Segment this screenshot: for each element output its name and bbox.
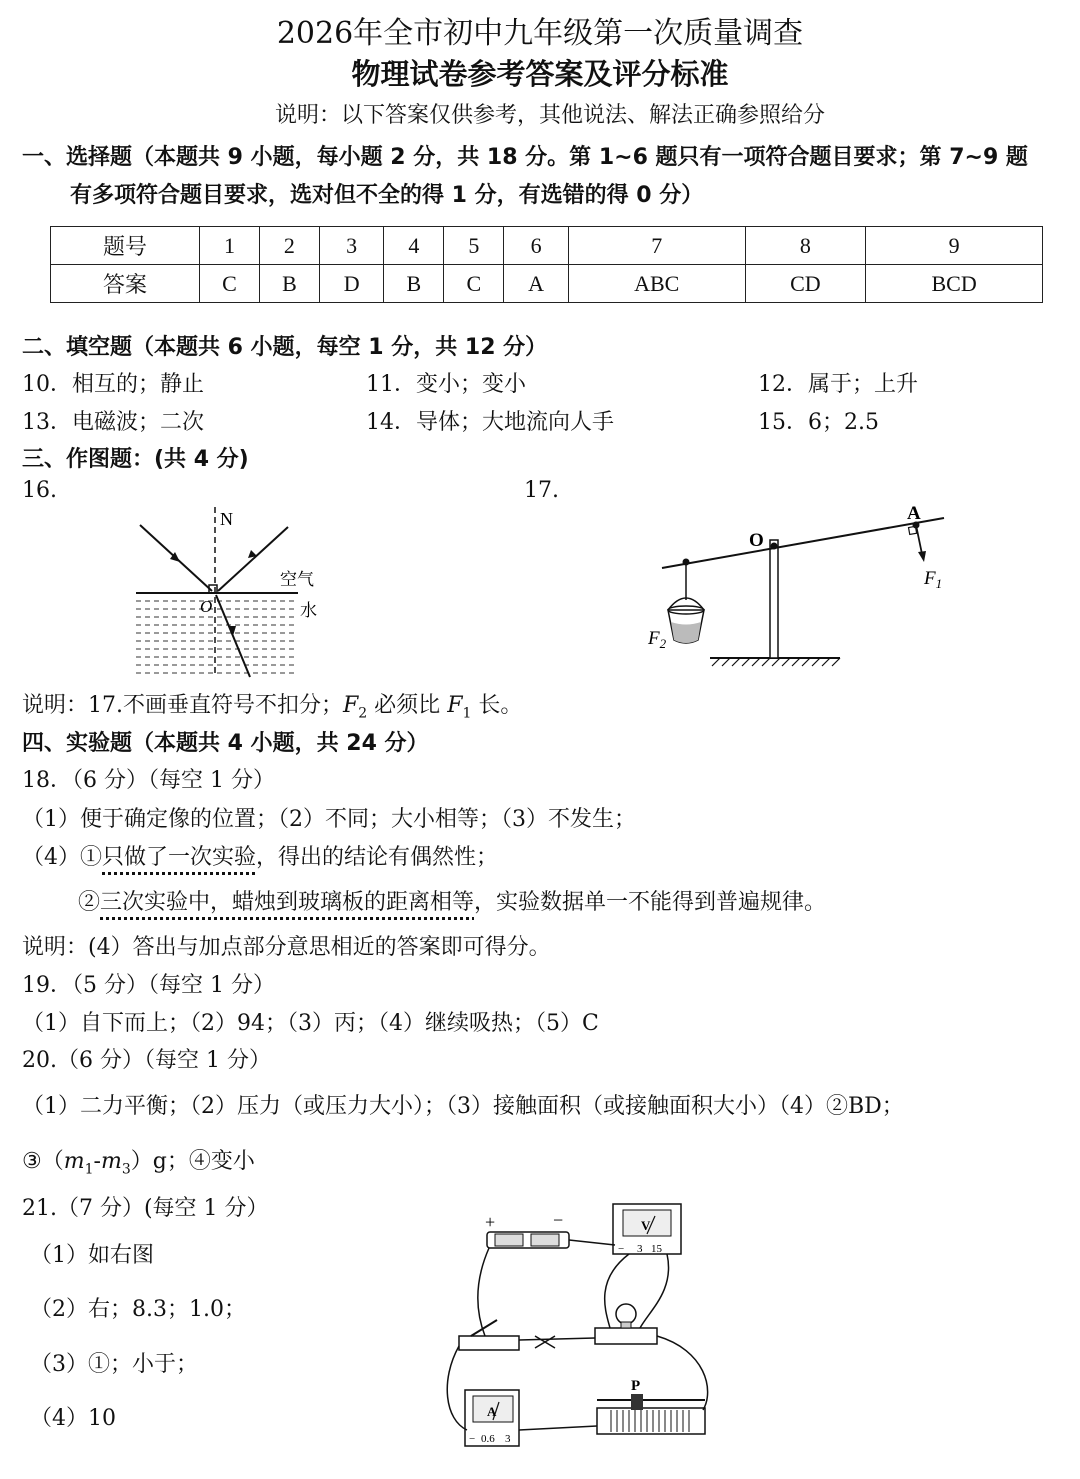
lamp-bulb bbox=[616, 1304, 636, 1324]
battery-minus-label: − bbox=[553, 1210, 564, 1230]
section3-heading: 三、作图题：(共 4 分) bbox=[22, 447, 249, 472]
question-number: 8 bbox=[745, 227, 866, 265]
air-label: 空气 bbox=[280, 570, 314, 590]
q20-line1: （1）二力平衡；（2）压力（或压力大小）；（3）接触面积（或接触面积大小）（4）②BD； bbox=[22, 1094, 904, 1119]
battery-cell bbox=[531, 1234, 559, 1246]
battery-plus-label: + bbox=[485, 1212, 496, 1232]
circuit-diagram bbox=[435, 1190, 725, 1470]
rheostat-slider bbox=[631, 1394, 643, 1410]
q18-line1: （1）便于确定像的位置；（2）不同；大小相等；（3）不发生； bbox=[22, 807, 636, 832]
end-label: A bbox=[907, 503, 921, 524]
lamp-socket bbox=[621, 1322, 631, 1328]
question-number: 4 bbox=[384, 227, 444, 265]
water-label: 水 bbox=[300, 601, 317, 621]
reflected-ray bbox=[218, 527, 288, 591]
f1-label: $F_1$ bbox=[924, 568, 943, 591]
q19-line1: （1）自下而上；（2）94；（3）丙；（4）继续吸热；（5）C bbox=[22, 1011, 599, 1036]
lamp-base bbox=[595, 1328, 657, 1344]
voltmeter-tick: 15 bbox=[651, 1243, 662, 1255]
q21-heading: 21.（7 分）(每空 1 分） bbox=[22, 1196, 269, 1221]
answer-q10: 10．相互的；静止 bbox=[22, 372, 204, 397]
refraction-diagram bbox=[130, 505, 330, 680]
question-number: 6 bbox=[504, 227, 569, 265]
section1-heading-line2: 有多项符合题目要求，选对但不全的得 1 分，有选错的得 0 分） bbox=[70, 183, 704, 208]
answer-q14: 14．导体；大地流向人手 bbox=[366, 410, 614, 435]
q21-line3: （3）①；小于； bbox=[30, 1352, 198, 1377]
question-number: 2 bbox=[259, 227, 319, 265]
answer-cell: D bbox=[319, 265, 384, 303]
answer-cell: CD bbox=[745, 265, 866, 303]
bucket-water bbox=[671, 622, 701, 643]
cross-mark bbox=[535, 1336, 555, 1348]
normal-label: N bbox=[220, 509, 233, 529]
table-row-answers bbox=[51, 265, 1043, 303]
q18-line2: （4）①只做了一次实验，得出的结论有偶然性； bbox=[22, 845, 499, 870]
ground-hatch bbox=[712, 658, 840, 666]
pivot-point bbox=[771, 543, 778, 550]
answer-q15: 15．6；2.5 bbox=[758, 410, 879, 435]
lever-diagram bbox=[640, 500, 950, 675]
q18-note: 说明：(4）答出与加点部分意思相近的答案即可得分。 bbox=[22, 935, 551, 960]
pivot-label: O bbox=[749, 530, 764, 551]
lever-bar bbox=[662, 518, 944, 568]
rheostat-slider-label: P bbox=[631, 1378, 641, 1394]
answer-q13: 13．电磁波；二次 bbox=[22, 410, 204, 435]
answer-q12: 12．属于；上升 bbox=[758, 372, 918, 397]
q20-heading: 20.（6 分）（每空 1 分） bbox=[22, 1048, 271, 1073]
q18-dotted-key: 三次实验中，蜡烛到玻璃板的距离相等 bbox=[100, 890, 475, 915]
header-note: 说明：以下答案仅供参考，其他说法、解法正确参照给分 bbox=[274, 103, 825, 128]
answer-table bbox=[50, 226, 1043, 303]
f1-arrowhead bbox=[918, 551, 926, 562]
question-number: 7 bbox=[568, 227, 745, 265]
section3-note: 说明：17.不画垂直符号不扣分；$F_2$ 必须比 $F_1$ 长。 bbox=[22, 693, 523, 722]
water-hatching bbox=[136, 601, 298, 673]
voltmeter-tick: − bbox=[618, 1243, 625, 1255]
q21-line2: （2）右；8.3；1.0； bbox=[30, 1297, 246, 1322]
row-label-number: 题号 bbox=[51, 227, 200, 265]
section1-heading-line1: 一、选择题（本题共 9 小题，每小题 2 分，共 18 分。第 1~6 题只有一项符合题目要求；第 7~9 题 bbox=[22, 145, 1028, 170]
perp-marker bbox=[909, 526, 917, 534]
q20-line2: $③(m_1-m_3)g$；④变小 bbox=[22, 1149, 255, 1178]
table-row-numbers bbox=[51, 227, 1043, 265]
question-number: 5 bbox=[444, 227, 504, 265]
q18-line3: ②三次实验中，蜡烛到玻璃板的距离相等，实验数据单一不能得到普遍规律。 bbox=[78, 890, 827, 915]
point-label: O bbox=[200, 597, 213, 616]
f1-arrow-line bbox=[916, 525, 922, 554]
voltmeter-tick: 3 bbox=[637, 1243, 643, 1255]
answer-cell: ABC bbox=[568, 265, 745, 303]
battery-cell bbox=[495, 1234, 523, 1246]
answer-cell: B bbox=[384, 265, 444, 303]
section4-heading: 四、实验题（本题共 4 小题，共 24 分） bbox=[22, 731, 429, 756]
q18-heading: 18．（6 分）（每空 1 分） bbox=[22, 768, 275, 793]
page-title: 2026年全市初中九年级第一次质量调查 bbox=[276, 16, 804, 51]
voltmeter-label: V bbox=[641, 1218, 651, 1233]
row-label-answer: 答案 bbox=[51, 265, 200, 303]
q18-dotted-key: 只做了一次实验 bbox=[102, 845, 257, 870]
answer-cell: B bbox=[259, 265, 319, 303]
page-subtitle: 物理试卷参考答案及评分标准 bbox=[351, 57, 729, 91]
ammeter-tick: − bbox=[469, 1433, 476, 1445]
answer-cell: A bbox=[504, 265, 569, 303]
answer-cell: C bbox=[444, 265, 504, 303]
question-number: 1 bbox=[200, 227, 260, 265]
question-number: 9 bbox=[866, 227, 1043, 265]
answer-q11: 11．变小；变小 bbox=[366, 372, 526, 397]
q17-label: 17. bbox=[524, 478, 559, 503]
q21-line1: （1）如右图 bbox=[30, 1243, 154, 1268]
question-number: 3 bbox=[319, 227, 384, 265]
ammeter-tick: 0.6 bbox=[481, 1433, 495, 1445]
q19-heading: 19．（5 分）（每空 1 分） bbox=[22, 973, 275, 998]
q21-line4: （4）10 bbox=[30, 1406, 116, 1431]
switch-base bbox=[459, 1336, 519, 1350]
answer-cell: BCD bbox=[866, 265, 1043, 303]
support-post bbox=[770, 540, 778, 658]
answer-cell: C bbox=[200, 265, 260, 303]
q16-label: 16. bbox=[22, 478, 57, 503]
f2-label: $F_2$ bbox=[648, 628, 667, 651]
ammeter-label: A bbox=[487, 1404, 497, 1419]
ammeter-tick: 3 bbox=[505, 1433, 511, 1445]
section2-heading: 二、填空题（本题共 6 小题，每空 1 分，共 12 分） bbox=[22, 335, 548, 360]
